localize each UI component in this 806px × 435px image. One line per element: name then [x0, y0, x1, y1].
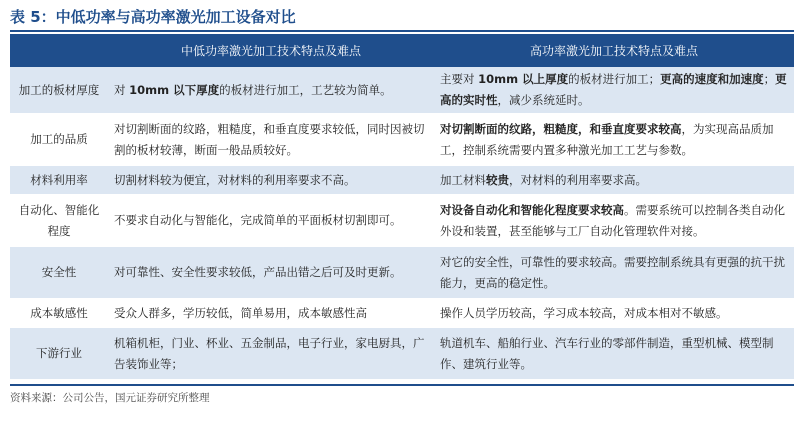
row-label: 加工的品质 — [10, 114, 108, 166]
cell-text: 轨道机车、船舶行业、汽车行业的零部件制造，重型机械、模型制作、建筑行业等。 — [440, 335, 774, 371]
cell-text: 机箱机柜，门业、杯业、五金制品，电子行业，家电厨具，广告装饰业等； — [114, 335, 425, 371]
emphasis-text: 较贵 — [486, 172, 509, 187]
row-label: 下游行业 — [10, 328, 108, 380]
cell-text: 受众人群多，学历较低，简单易用，成本敏感性高 — [114, 305, 367, 320]
table-row — [10, 247, 794, 299]
emphasis-text: 10mm 以下厚度 — [129, 82, 220, 97]
cell-text: 对 — [114, 82, 130, 97]
table-row — [10, 114, 794, 166]
cell-high-power — [434, 328, 794, 380]
cell-text: 。需要系统可以控制各类自动化外设和装置，甚至能够与工厂自动化管理软件对接。 — [440, 202, 785, 238]
cell-high-power — [434, 195, 794, 247]
cell-high-power — [434, 67, 794, 114]
bottom-rule — [10, 384, 794, 386]
emphasis-text: 更高的速度和加速度 — [660, 72, 764, 86]
header-empty — [10, 34, 108, 67]
cell-text: 的板材进行加工，工艺较为简单。 — [219, 82, 392, 97]
comparison-table — [10, 34, 794, 380]
header-low-power: 中低功率激光加工技术特点及难点 — [108, 34, 434, 67]
cell-text: 加工材料 — [440, 172, 486, 187]
emphasis-text: 对切割断面的纹路，粗糙度，和垂直度要求较高 — [440, 121, 682, 136]
cell-low-power — [108, 328, 434, 380]
row-label: 材料利用率 — [10, 166, 108, 195]
source-note: 资料来源：公司公告，国元证券研究所整理 — [10, 392, 210, 404]
cell-text: 不要求自动化与智能化，完成简单的平面板材切割即可。 — [114, 213, 402, 227]
title-rule — [10, 30, 794, 32]
table-row — [10, 299, 794, 328]
cell-high-power — [434, 114, 794, 166]
cell-text: 的板材进行加工； — [568, 72, 661, 86]
cell-text: 对切割断面的纹路，粗糙度，和垂直度要求较低，同时因被切割的板材较薄，断面一般品质较好。 — [114, 121, 425, 157]
table-row — [10, 195, 794, 247]
table-row — [10, 166, 794, 195]
cell-low-power — [108, 195, 434, 247]
table-title: 表 5：中低功率与高功率激光加工设备对比 — [10, 8, 296, 26]
cell-low-power — [108, 247, 434, 299]
row-label: 自动化、智能化程度 — [10, 195, 108, 247]
cell-text: 切割材料较为便宜，对材料的利用率要求不高。 — [114, 172, 356, 187]
table-row — [10, 328, 794, 380]
row-label: 成本敏感性 — [10, 299, 108, 328]
header-high-power: 高功率激光加工技术特点及难点 — [434, 34, 794, 67]
cell-low-power — [108, 299, 434, 328]
cell-low-power — [108, 166, 434, 195]
cell-text: 主要对 — [440, 72, 479, 86]
cell-low-power — [108, 67, 434, 114]
emphasis-text: 10mm 以上厚度 — [478, 72, 569, 86]
cell-high-power — [434, 166, 794, 195]
cell-text: ； — [763, 72, 776, 86]
table-row — [10, 67, 794, 114]
cell-text: 对可靠性、安全性要求较低，产品出错之后可及时更新。 — [114, 265, 402, 279]
table-header-row — [10, 34, 794, 67]
emphasis-text: 更高的实时性 — [440, 72, 787, 107]
cell-high-power — [434, 247, 794, 299]
cell-text: 对它的安全性，可靠性的要求较高。需要控制系统具有更强的抗干扰能力，更高的稳定性。 — [440, 254, 785, 290]
table-body — [10, 67, 794, 380]
row-label: 安全性 — [10, 247, 108, 299]
cell-text: ，对材料的利用率要求高。 — [509, 172, 647, 187]
cell-high-power — [434, 299, 794, 328]
cell-text: ，减少系统延时。 — [497, 93, 590, 107]
emphasis-text: 对设备自动化和智能化程度要求较高 — [440, 202, 624, 217]
cell-low-power — [108, 114, 434, 166]
row-label: 加工的板材厚度 — [10, 67, 108, 114]
cell-text: ，为实现高品质加工，控制系统需要内置多种激光加工工艺与参数。 — [440, 121, 774, 157]
cell-text: 操作人员学历较高，学习成本较高，对成本相对不敏感。 — [440, 305, 728, 320]
